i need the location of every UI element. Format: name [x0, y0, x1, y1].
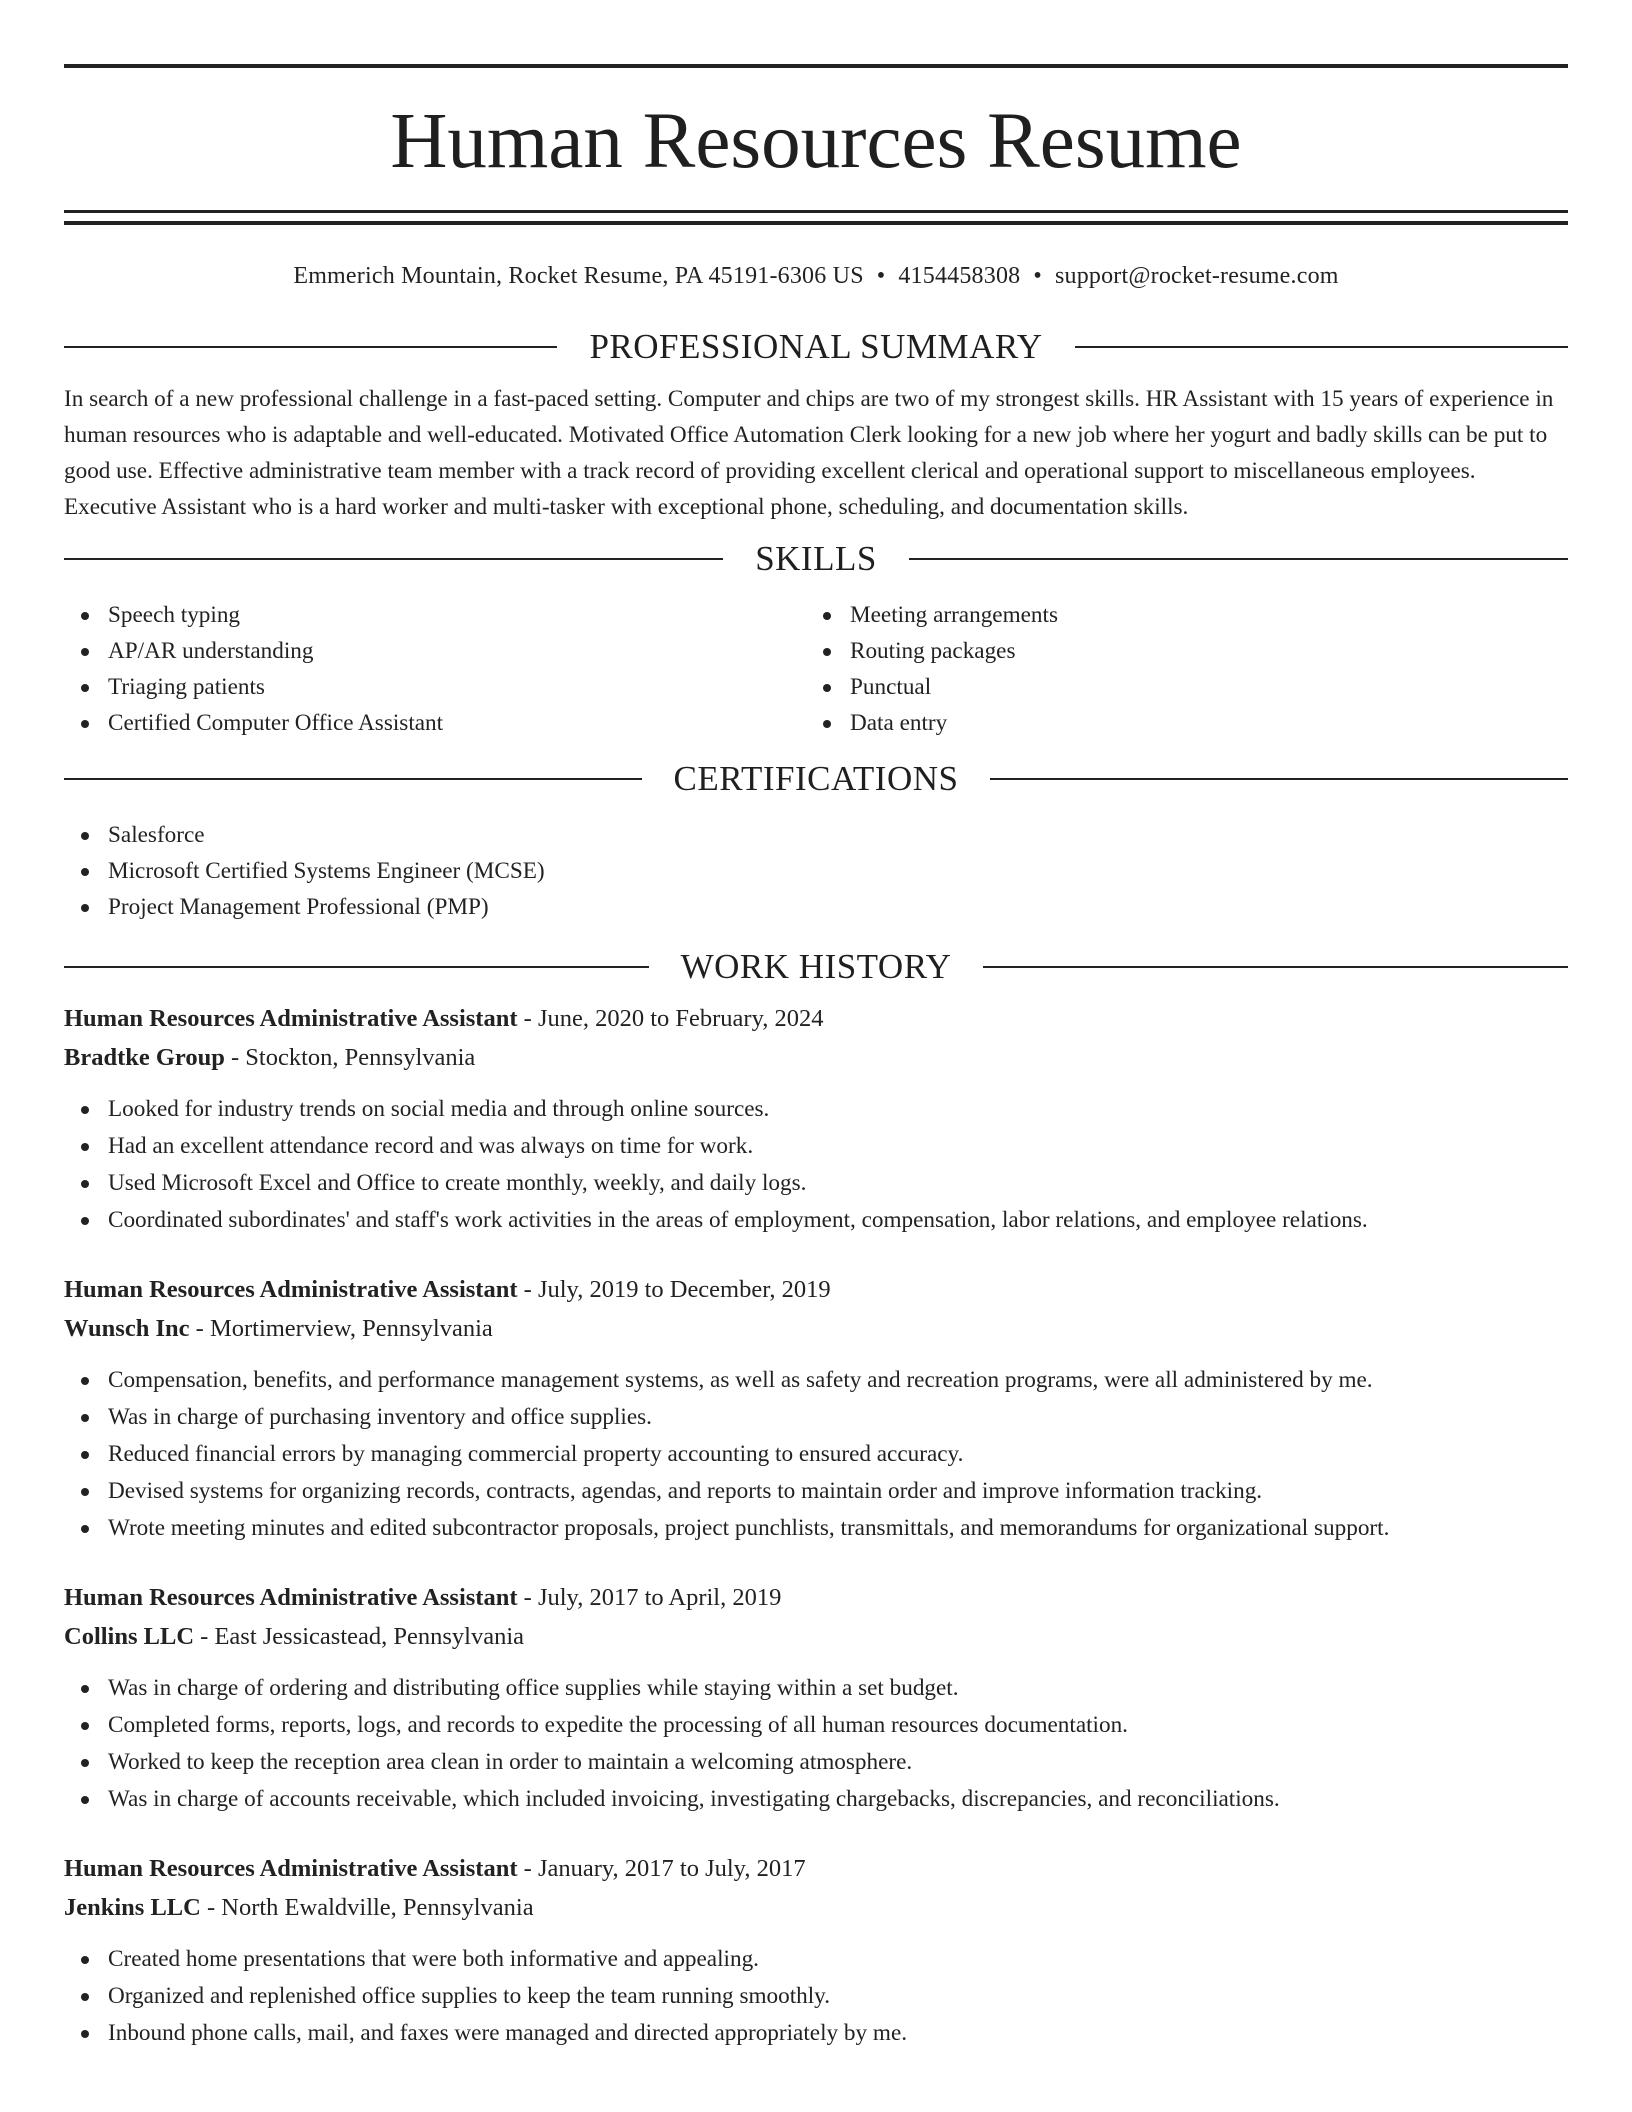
job-bullets: [64, 1670, 1568, 1818]
resume-page: [64, 64, 1568, 2052]
contact-separator: •: [876, 263, 886, 289]
job-bullet: Organized and replenished office supplies to keep the team running smoothly.: [64, 1978, 1568, 2015]
job-bullet: Was in charge of accounts receivable, which included invoicing, investigating chargebacks, discrepancies, and reconciliations.: [64, 1781, 1568, 1818]
job-company-line: [64, 1888, 1568, 1927]
section-rule: [64, 778, 642, 780]
job-bullets: [64, 1091, 1568, 1239]
job-title: Human Resources Administrative Assistant: [64, 1855, 518, 1882]
section-title: PROFESSIONAL SUMMARY: [589, 327, 1043, 366]
top-rule: [64, 64, 1568, 68]
job-bullets: [64, 1362, 1568, 1547]
job-entry: [64, 1270, 1568, 1547]
job-dash: -: [517, 1855, 538, 1882]
job-title-line: [64, 999, 1568, 1038]
section-rule: [64, 966, 649, 968]
section-header-skills: [64, 539, 1568, 579]
job-title: Human Resources Administrative Assistant: [64, 1276, 518, 1303]
skills-list-right: [806, 597, 1548, 741]
job-dates: July, 2019 to December, 2019: [537, 1276, 831, 1303]
section-rule: [909, 558, 1568, 560]
section-header-certifications: [64, 759, 1568, 799]
job-dash: -: [200, 1894, 222, 1921]
job-dash: -: [189, 1315, 210, 1342]
section-title: CERTIFICATIONS: [673, 759, 959, 798]
job-entry: [64, 999, 1568, 1239]
skill-item: Certified Computer Office Assistant: [64, 705, 806, 741]
job-bullet: Wrote meeting minutes and edited subcontractor proposals, project punchlists, transmittals, and memorandums for organizational support.: [64, 1510, 1568, 1547]
section-rule: [983, 966, 1568, 968]
job-company: Collins LLC: [64, 1623, 195, 1650]
job-bullet: Worked to keep the reception area clean in order to maintain a welcoming atmosphere.: [64, 1744, 1568, 1781]
contact-email[interactable]: support@rocket-resume.com: [1054, 263, 1339, 289]
job-dates: January, 2017 to July, 2017: [537, 1855, 806, 1882]
contact-phone: 4154458308: [898, 263, 1021, 289]
section-rule: [64, 558, 723, 560]
contact-line: [64, 261, 1568, 291]
section-title: WORK HISTORY: [680, 947, 952, 986]
certifications-list: [64, 817, 1568, 925]
job-company: Bradtke Group: [64, 1044, 225, 1071]
job-dash: -: [517, 1276, 538, 1303]
contact-separator: •: [1033, 263, 1042, 289]
skills-list-left: [64, 597, 806, 741]
summary-text: In search of a new professional challenge in a fast-paced setting. Computer and chips are two of my strongest skills. HR Assistant with 15 years of experience in human resources who is adaptable and well-educated. Motivated Office Automation Clerk looking for a new job where her yogurt and badly skills can be put to good use. Effective administrative team member with a track record of providing excellent clerical and operational support to miscellaneous employees. Executive Assistant who is a hard worker and multi-tasker with exceptional phone, scheduling, and documentation skills.: [64, 386, 1554, 520]
title-rule-upper: [64, 210, 1568, 216]
job-company-line: [64, 1617, 1568, 1656]
skills-grid: [64, 597, 1568, 741]
job-company: Jenkins LLC: [64, 1894, 201, 1921]
job-bullet: Looked for industry trends on social media and through online sources.: [64, 1091, 1568, 1128]
job-location: North Ewaldville, Pennsylvania: [221, 1894, 534, 1921]
job-dates: June, 2020 to February, 2024: [537, 1005, 824, 1032]
job-bullets: [64, 1941, 1568, 2052]
job-bullet: Was in charge of ordering and distributing office supplies while staying within a set budget.: [64, 1670, 1568, 1707]
job-bullet: Compensation, benefits, and performance management systems, as well as safety and recreation programs, were all administered by me.: [64, 1362, 1568, 1399]
job-dash: -: [194, 1623, 215, 1650]
resume-title: Human Resources Resume: [390, 98, 1242, 185]
section-rule: [1075, 346, 1568, 348]
job-company: Wunsch Inc: [64, 1315, 190, 1342]
job-location: East Jessicastead, Pennsylvania: [214, 1623, 525, 1650]
job-title-line: [64, 1578, 1568, 1617]
job-title-line: [64, 1849, 1568, 1888]
job-bullet: Was in charge of purchasing inventory and office supplies.: [64, 1399, 1568, 1436]
section-title: SKILLS: [755, 539, 877, 578]
job-bullet: Had an excellent attendance record and was always on time for work.: [64, 1128, 1568, 1165]
job-title: Human Resources Administrative Assistant: [64, 1584, 518, 1611]
contact-address: Emmerich Mountain, Rocket Resume, PA 45191-6306 US: [293, 263, 864, 289]
job-bullet: Inbound phone calls, mail, and faxes were managed and directed appropriately by me.: [64, 2015, 1568, 2052]
skill-item: Meeting arrangements: [806, 597, 1548, 633]
job-dash: -: [517, 1005, 538, 1032]
job-location: Stockton, Pennsylvania: [245, 1044, 476, 1071]
job-company-line: [64, 1309, 1568, 1348]
job-company-line: [64, 1038, 1568, 1077]
section-header-summary: [64, 327, 1568, 367]
section-rule: [64, 346, 557, 348]
job-location: Mortimerview, Pennsylvania: [209, 1315, 493, 1342]
job-bullet: Devised systems for organizing records, contracts, agendas, and reports to maintain order and improve information tracking.: [64, 1473, 1568, 1510]
skill-item: Punctual: [806, 669, 1548, 705]
job-dates: July, 2017 to April, 2019: [537, 1584, 782, 1611]
job-bullet: Used Microsoft Excel and Office to create monthly, weekly, and daily logs.: [64, 1165, 1568, 1202]
job-entry: [64, 1849, 1568, 2052]
job-bullet: Completed forms, reports, logs, and records to expedite the processing of all human resources documentation.: [64, 1707, 1568, 1744]
section-header-work-history: [64, 947, 1568, 987]
job-title: Human Resources Administrative Assistant: [64, 1005, 518, 1032]
job-bullet: Created home presentations that were both informative and appealing.: [64, 1941, 1568, 1978]
job-bullet: Coordinated subordinates' and staff's work activities in the areas of employment, compensation, labor relations, and employee relations.: [64, 1202, 1568, 1239]
skill-item: Data entry: [806, 705, 1548, 741]
job-entry: [64, 1578, 1568, 1818]
certification-item: Microsoft Certified Systems Engineer (MCSE): [64, 853, 1568, 889]
skill-item: AP/AR understanding: [64, 633, 806, 669]
title-rule-lower: [64, 221, 1568, 225]
job-dash: -: [517, 1584, 538, 1611]
skill-item: Routing packages: [806, 633, 1548, 669]
certification-item: Salesforce: [64, 817, 1568, 853]
skill-item: Triaging patients: [64, 669, 806, 705]
skill-item: Speech typing: [64, 597, 806, 633]
job-title-line: [64, 1270, 1568, 1309]
job-bullet: Reduced financial errors by managing commercial property accounting to ensured accuracy.: [64, 1436, 1568, 1473]
section-rule: [990, 778, 1568, 780]
certification-item: Project Management Professional (PMP): [64, 889, 1568, 925]
job-dash: -: [224, 1044, 246, 1071]
